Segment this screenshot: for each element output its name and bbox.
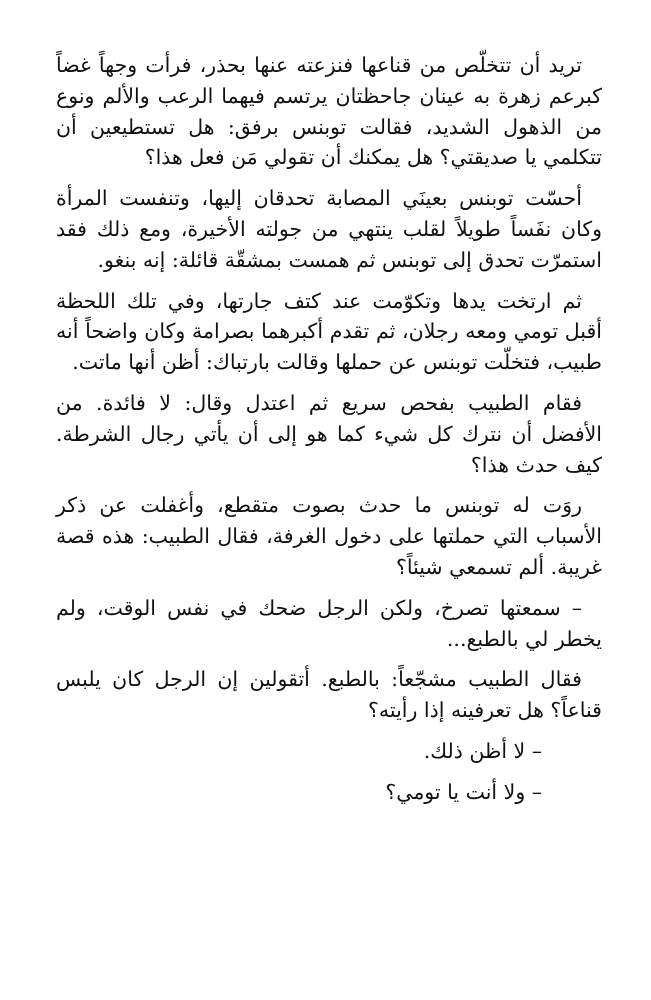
paragraph-4: فقام الطبيب بفحص سريع ثم اعتدل وقال: لا فائدة. من الأفضل أن نترك كل شيء كما هو إلى أن يأتي رجال الشرطة. كيف حدث هذا؟ bbox=[56, 390, 602, 477]
paragraph-5: روَت له توبنس ما حدث بصوت متقطع، وأغفلت عن ذكر الأسباب التي حملتها على دخول الغرفة، فقال الطبيب: هذه قصة غريبة. ألم تسمعي شيئاً؟ bbox=[56, 493, 602, 579]
dialog-line-2: – لا أظن ذلك. bbox=[423, 738, 542, 763]
paragraph-1: تريد أن تتخلّص من قناعها فنزعته عنها بحذر، فرأت وجهاً غضاً كبرعم زهرة به عينان جاحظتان يرتسم فيهما الرعب والألم ونوع من الذهول الشديد، فقالت توبنس برفق: هل تستطيعين أن تتكلمي يا صديقتي؟ هل يمكنك أن تقولي مَن فعل هذا؟ bbox=[56, 53, 602, 170]
paragraph-6: فقال الطبيب مشجّعاً: بالطبع. أتقولين إن الرجل كان يلبس قناعاً؟ هل تعرفينه إذا رأيته؟ bbox=[56, 667, 602, 723]
dialog-line-1: – سمعتها تصرخ، ولكن الرجل ضحك في نفس الوقت، ولم يخطر لي بالطبع... bbox=[56, 595, 602, 651]
dialog-line-3: – ولا أنت يا تومي؟ bbox=[385, 779, 542, 804]
book-page-text bbox=[56, 50, 602, 818]
paragraph-3: ثم ارتخت يدها وتكوّمت عند كتف جارتها، وفي تلك اللحظة أقبل تومي ومعه رجلان، ثم تقدم أكبرهما بصرامة وكان واضحاً أنه طبيب، فتخلّت توبنس عن حملها وقالت بارتباك: أظن أنها ماتت. bbox=[56, 288, 602, 375]
paragraph-2: أحسّت توبنس بعينَي المصابة تحدقان إليها، وتنفست المرأة وكان نفَساً طويلاً لقلب ينتهي من جولته الأخيرة، ومع ذلك فقد استمرّت تحدق إلى توبنس ثم همست بمشقّة قائلة: إنه بنغو. bbox=[56, 186, 602, 272]
